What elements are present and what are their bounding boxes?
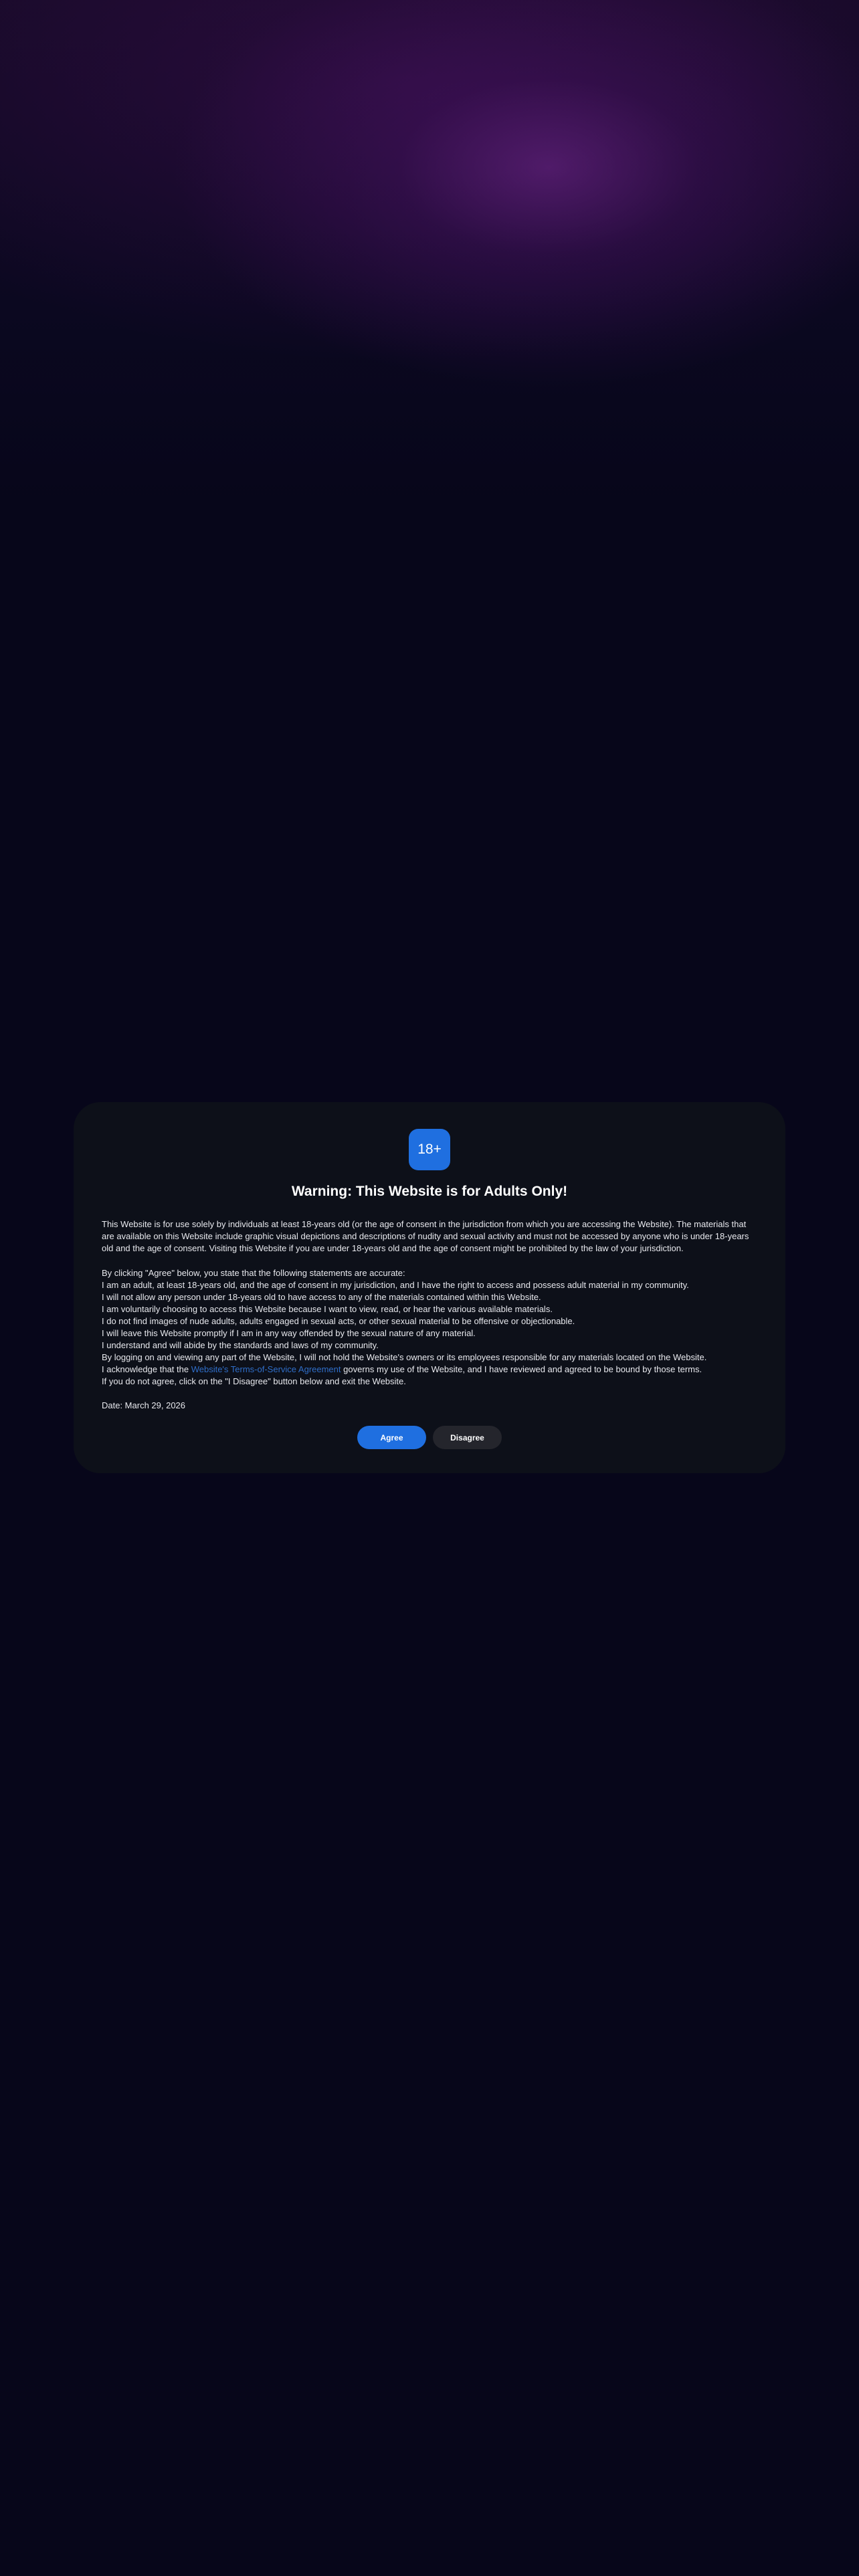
statement-item: I will not allow any person under 18-years old to have access to any of the materials contained within this Website.: [102, 1292, 541, 1302]
age-18-plus-badge: 18+: [409, 1129, 450, 1170]
disagree-button[interactable]: Disagree: [433, 1426, 502, 1449]
date-text: Date: March 29, 2026: [102, 1400, 186, 1410]
intro-paragraph: This Website is for use solely by individuals at least 18-years old (or the age of consent in the jurisdiction from which you are accessing the Website). The materials that are available on this Website include graphic visual depictions and descriptions of nudity and sexual activity and must not be accessed by anyone who is under 18-years old and the age of consent. Visiting this Website if you are under 18-years old and the age of consent might be prohibited by the law of your jurisdiction.: [102, 1219, 749, 1253]
age-verification-modal: [74, 1102, 785, 1473]
statement-item: I am an adult, at least 18-years old, and the age of consent in my jurisdiction, and I have the right to access and possess adult material in my community.: [102, 1280, 689, 1290]
statement-item: I understand and will abide by the standards and laws of my community.: [102, 1340, 379, 1350]
statements-block: [102, 1267, 757, 1388]
tos-prefix: I acknowledge that the: [102, 1364, 191, 1374]
modal-title: Warning: This Website is for Adults Only!: [291, 1184, 568, 1199]
statement-item: By logging on and viewing any part of the Website, I will not hold the Website's owners or its employees responsible for any materials located on the Website.: [102, 1352, 707, 1362]
agree-button[interactable]: Agree: [357, 1426, 426, 1449]
terms-of-service-link[interactable]: Website's Terms-of-Service Agreement: [191, 1364, 341, 1374]
modal-actions: [102, 1426, 757, 1449]
disagree-note: If you do not agree, click on the "I Disagree" button below and exit the Website.: [102, 1376, 406, 1386]
tos-suffix: governs my use of the Website, and I have reviewed and agreed to be bound by those terms.: [341, 1364, 702, 1374]
statement-item: I will leave this Website promptly if I am in any way offended by the sexual nature of any material.: [102, 1328, 476, 1338]
statement-item: I do not find images of nude adults, adults engaged in sexual acts, or other sexual material to be offensive or objectionable.: [102, 1316, 575, 1326]
statement-item: I am voluntarily choosing to access this Website because I want to view, read, or hear the various available materials.: [102, 1304, 553, 1314]
background-glow: [0, 0, 859, 508]
statements-intro: By clicking "Agree" below, you state that the following statements are accurate:: [102, 1268, 405, 1278]
tos-statement: [102, 1364, 757, 1376]
